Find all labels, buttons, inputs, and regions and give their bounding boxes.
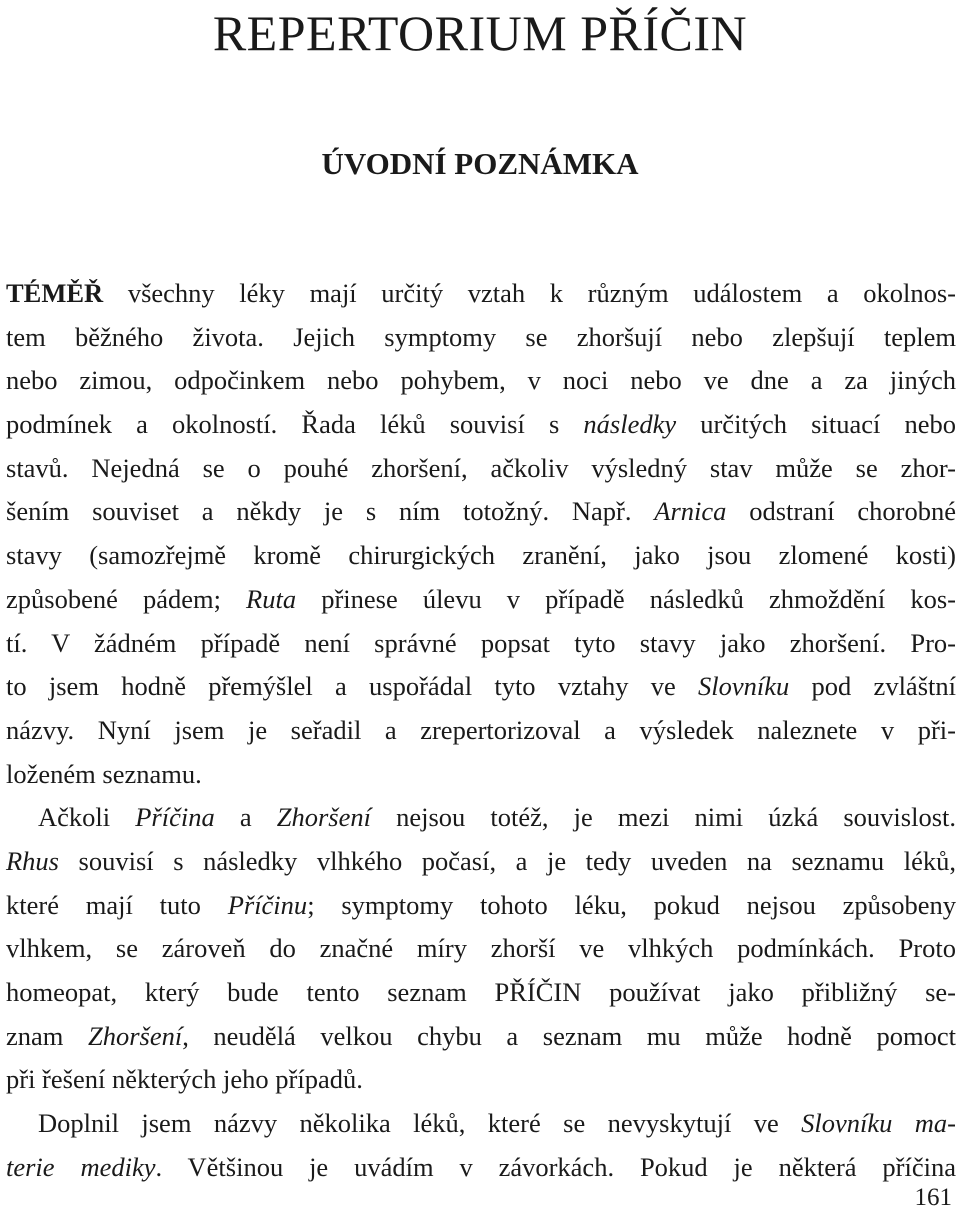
italic-term: Slovníku ma- [801, 1108, 956, 1139]
text-run: přinese úlevu v případě následků zhmoždění kos- [296, 583, 956, 614]
text-line: při řešení některých jeho případů. [6, 1064, 363, 1095]
text-run: ; symptomy tohoto léku, pokud nejsou způsobeny [307, 889, 956, 920]
text-line: vlhkem, se zároveň do značné míry zhorší ve vlhkých podmínkách. Proto [6, 933, 956, 964]
text-line [6, 796, 956, 840]
paragraph-1 [6, 272, 956, 796]
lead-word: TÉMĚŘ [6, 278, 104, 308]
text-line [6, 1146, 956, 1190]
text-line: homeopat, který bude tento seznam PŘÍČIN používat jako přibližný se- [6, 977, 956, 1007]
text-run: odstraní chorobné [726, 496, 957, 527]
italic-term: Zhoršení [87, 1020, 183, 1051]
text-run: znam [6, 1020, 88, 1051]
text-line [6, 403, 956, 447]
text-run: a [214, 802, 277, 833]
text-line: tem běžného života. Jejich symptomy se zhoršují nebo zlepšují teplem [6, 321, 956, 352]
body-text [6, 272, 956, 1189]
italic-term: Arnica [654, 496, 727, 527]
italic-term: Rhus [6, 845, 59, 876]
text-run: to jsem hodně přemýšlel a uspořádal tyto vztahy ve [6, 671, 699, 702]
italic-term: následky [583, 409, 677, 440]
text-line: nebo zimou, odpočinkem nebo pohybem, v noci nebo ve dne a za jiných [6, 365, 956, 396]
section-heading: ÚVODNÍ POZNÁMKA [321, 146, 639, 181]
text-run: nejsou totéž, je mezi nimi úzká souvislost. [371, 802, 957, 833]
text-line [6, 578, 956, 622]
text-line: stavy (samozřejmě kromě chirurgických zranění, jako jsou zlomené kosti) [6, 540, 956, 571]
text-run: , neudělá velkou chybu a seznam mu může hodně pomoct [182, 1020, 956, 1051]
text-run: Ačkoli [38, 802, 136, 833]
text-run: určitých situací nebo [676, 409, 956, 440]
text-line [6, 1102, 956, 1146]
text-line [6, 884, 956, 928]
text-line: názvy. Nyní jsem je seřadil a zrepertorizoval a výsledek naleznete v při- [6, 714, 956, 745]
text-run: souvisí s následky vlhkého počasí, a je tedy uveden na seznamu léků, [59, 845, 956, 876]
text-run: Doplnil jsem názvy několika léků, které se nevyskytují ve [38, 1108, 802, 1139]
paragraph-3 [6, 1102, 956, 1189]
italic-term: terie mediky [6, 1151, 156, 1182]
text-line [6, 840, 956, 884]
paragraph-2 [6, 796, 956, 1102]
italic-term: Příčinu [227, 889, 308, 920]
text-line [6, 272, 956, 316]
text-run: podmínek a okolností. Řada léků souvisí s [6, 409, 584, 440]
text-line [6, 1015, 956, 1059]
text-line: tí. V žádném případě není správné popsat tyto stavy jako zhoršení. Pro- [6, 627, 956, 658]
text-run: . Většinou je uvádím v závorkách. Pokud je některá příčina [155, 1151, 956, 1182]
italic-term: Příčina [135, 802, 215, 833]
text-run: které mají tuto [6, 889, 228, 920]
page-number: 161 [914, 1184, 952, 1211]
text-run: pod zvláštní [789, 671, 956, 702]
text-line [6, 490, 956, 534]
text-run: šením souviset a někdy je s ním totožný. Např. [6, 496, 655, 527]
page-title: REPERTORIUM PŘÍČIN [212, 5, 748, 61]
text-line [6, 665, 956, 709]
italic-term: Ruta [246, 583, 297, 614]
text-run: všechny léky mají určitý vztah k různým událostem a okolnos- [127, 278, 956, 308]
italic-term: Slovníku [698, 671, 790, 702]
text-line: stavů. Nejedná se o pouhé zhoršení, ačkoliv výsledný stav může se zhor- [6, 452, 956, 483]
text-line: loženém seznamu. [6, 758, 202, 789]
text-run: způsobené pádem; [6, 583, 247, 614]
italic-term: Zhoršení [276, 802, 371, 833]
